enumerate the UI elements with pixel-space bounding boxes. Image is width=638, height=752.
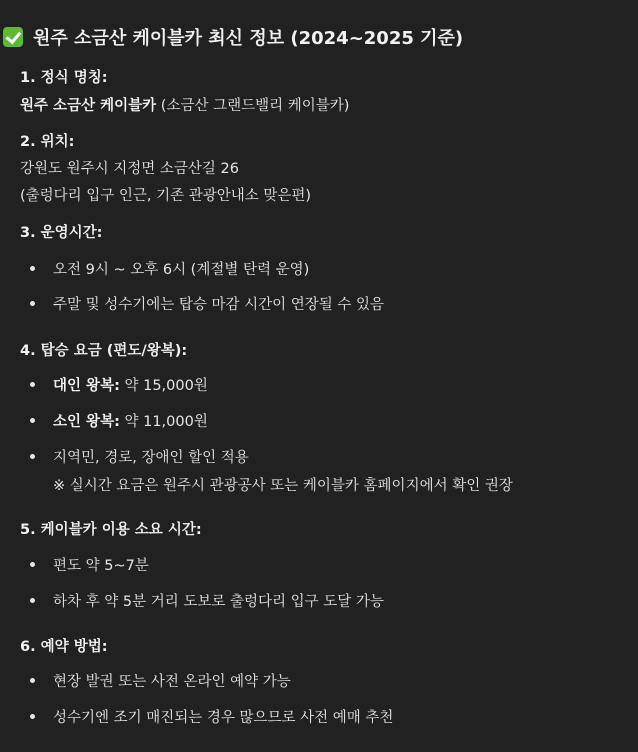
check-box-icon (3, 27, 23, 47)
page-title (3, 24, 463, 50)
bullet-icon (30, 301, 35, 306)
official-name-bold: 원주 소금산 케이블카 (20, 98, 157, 114)
bullet-icon (30, 454, 35, 459)
bullet-icon (30, 418, 35, 423)
bullet-icon (30, 598, 35, 603)
heading-official-name: 1. 정식 명칭: (20, 70, 108, 86)
official-name-rest: (소금산 그랜드밸리 케이블카) (156, 98, 350, 114)
location-address: 강원도 원주시 지정면 소금산길 26 (20, 161, 239, 177)
heading-duration: 5. 케이블카 이용 소요 시간: (20, 522, 202, 538)
location-note: (출렁다리 입구 인근, 기존 관광안내소 맞은편) (20, 188, 312, 204)
page-title-text: 원주 소금산 케이블카 최신 정보 (2024~2025 기준) (33, 28, 464, 49)
heading-location: 2. 위치: (20, 134, 75, 150)
fare-note: ※ 실시간 요금은 원주시 관광공사 또는 케이블카 홈페이지에서 확인 권장 (53, 478, 513, 494)
heading-fare: 4. 탑승 요금 (편도/왕복): (20, 343, 188, 359)
bullet-icon (30, 714, 35, 719)
bullet-icon (30, 562, 35, 567)
bullet-icon (30, 266, 35, 271)
bullet-icon (30, 382, 35, 387)
heading-hours: 3. 운영시간: (20, 225, 103, 241)
official-name-value (20, 94, 349, 115)
heading-booking: 6. 예약 방법: (20, 639, 108, 655)
bullet-icon (30, 678, 35, 683)
